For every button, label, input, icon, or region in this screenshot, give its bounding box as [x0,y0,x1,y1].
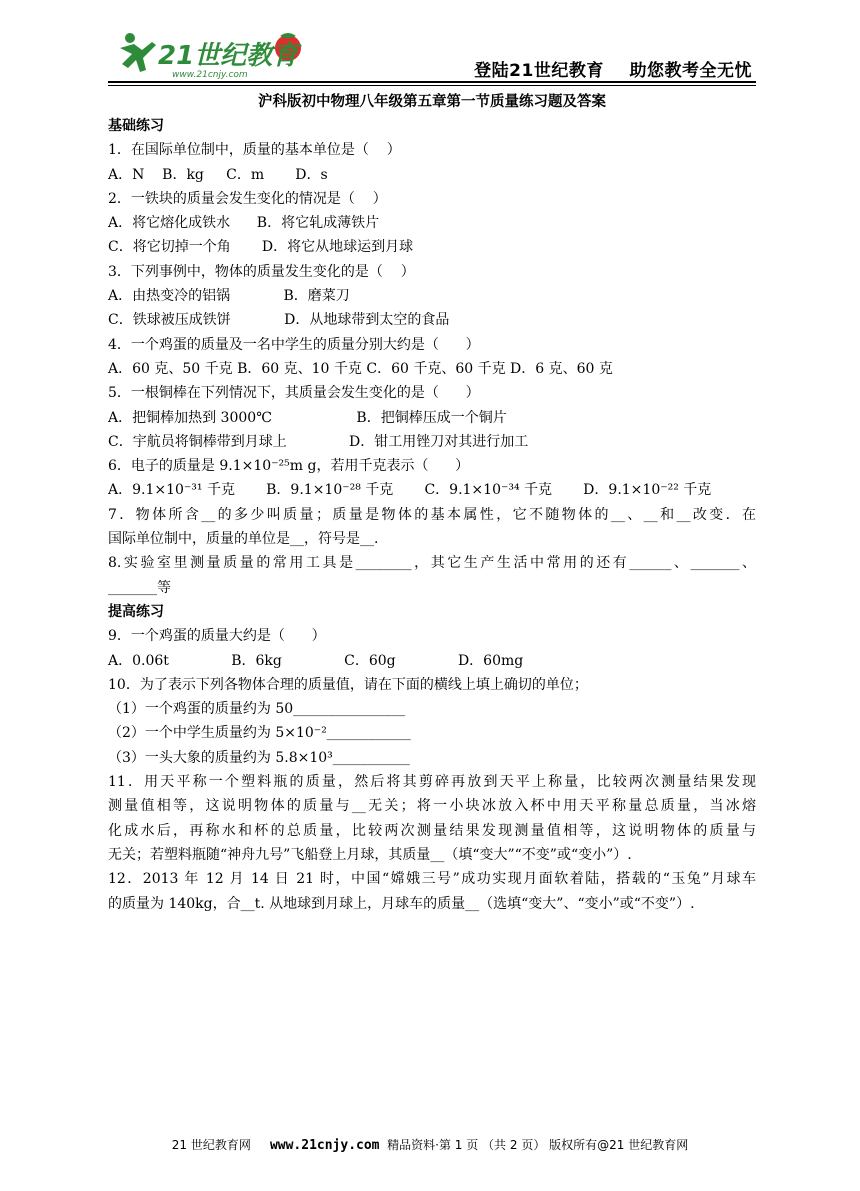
text-line: 6．电子的质量是 9.1×10⁻²⁵m g，若用千克表示（ ） [108,458,470,475]
section-heading: 基础练习 [108,118,164,134]
text-line: 7．物体所含__的多少叫质量；质量是物体的基本属性，它不随物体的__、__和__改变．在 [108,506,756,523]
text-line: A．由热变冷的铝锅 B．磨菜刀 [108,288,350,305]
footer-url[interactable]: www.21cnjy.com [269,1138,380,1153]
logo-text: 21世纪教育 [158,41,299,71]
text-line: 3．下列事例中，物体的质量发生变化的是（ ） [108,263,415,280]
text-line: （1）一个鸡蛋的质量约为 50________________ [108,701,406,718]
text-line: 2．一铁块的质量会发生变化的情况是（ ） [108,190,387,207]
page-footer [0,1136,860,1153]
text-line: A．将它熔化成铁水 B．将它轧成薄铁片 [108,215,380,232]
header-rule-thin [108,85,756,86]
text-line: _______等 [108,579,171,596]
text-line: C．将它切掉一个角 D．将它从地球运到月球 [108,239,414,256]
footer-left: 21 世纪教育网 [171,1138,251,1152]
logo [112,28,312,80]
logo-graphic [112,28,312,80]
text-line: 化成水后，再称水和杯的总质量，比较两次测量结果发现测量值相等，这说明物体的质量与 [108,822,756,839]
text-line: 5．一根铜棒在下列情况下，其质量会发生变化的是（ ） [108,385,480,402]
page-header [108,28,756,80]
text-line: C．铁球被压成铁饼 D．从地球带到太空的食品 [108,312,450,329]
text-line: 12．2013 年 12 月 14 日 21 时，中国“嫦娥三号”成功实现月面软着陆，搭载的“玉兔”月球车 [108,871,756,888]
document-title: 沪科版初中物理八年级第五章第一节质量练习题及答案 [258,94,606,110]
text-line: （3）一头大象的质量约为 5.8×10³___________ [108,749,410,766]
header-rule [108,81,756,83]
logo-url: www.21cnjy.com [172,70,248,80]
question-list [108,114,756,916]
text-line: A．把铜棒加热到 3000℃ B．把铜棒压成一个铜片 [108,409,507,426]
header-slogan: 登陆21世纪教育 助您教考全无忧 [474,61,752,81]
document-body [108,90,756,916]
text-line: 测量值相等，这说明物体的质量与__无关；将一小块冰放入杯中用天平称量总质量，当冰熔 [108,798,756,815]
text-line: 4．一个鸡蛋的质量及一名中学生的质量分别大约是（ ） [108,336,480,353]
text-line: 8.实验室里测量质量的常用工具是________，其它生产生活中常用的还有______、_______、 [108,555,756,572]
section-heading: 提高练习 [108,603,164,620]
text-line: 无关；若塑料瓶随“神舟九号”飞船登上月球，其质量__（填“变大”“不变”或“变小”）. [108,846,632,863]
text-line: C．宇航员将铜棒带到月球上 D．钳工用锉刀对其进行加工 [108,433,529,450]
text-line: A．0.06t B．6kg C．60g D．60mg [108,652,524,669]
text-line: 11．用天平称一个塑料瓶的质量，然后将其剪碎再放到天平上称量，比较两次测量结果发现 [108,774,756,791]
text-line: 的质量为 140kg，合__t. 从地球到月球上，月球车的质量__（选填“变大”、“变小”或“不变”）. [108,895,695,912]
text-line: 1．在国际单位制中，质量的基本单位是（ ） [108,142,401,159]
footer-right: 精品资料·第 1 页 （共 2 页） 版权所有@21 世纪教育网 [387,1138,689,1152]
text-line: 国际单位制中，质量的单位是__，符号是__. [108,531,379,548]
text-line: （2）一个中学生质量约为 5×10⁻²____________ [108,725,411,742]
text-line: 10．为了表示下列各物体合理的质量值，请在下面的横线上填上确切的单位； [108,676,588,693]
text-line: A．60 克、50 千克 B．60 克、10 千克 C．60 千克、60 千克 D．6 克、60 克 [108,360,613,377]
text-line: A．9.1×10⁻³¹ 千克 B．9.1×10⁻²⁸ 千克 C．9.1×10⁻³⁴ 千克 D．9.1×10⁻²² 千克 [108,482,712,499]
text-line: 9．一个鸡蛋的质量大约是（ ） [108,628,326,645]
text-line: A．N B．kg C．m D．s [108,166,328,183]
